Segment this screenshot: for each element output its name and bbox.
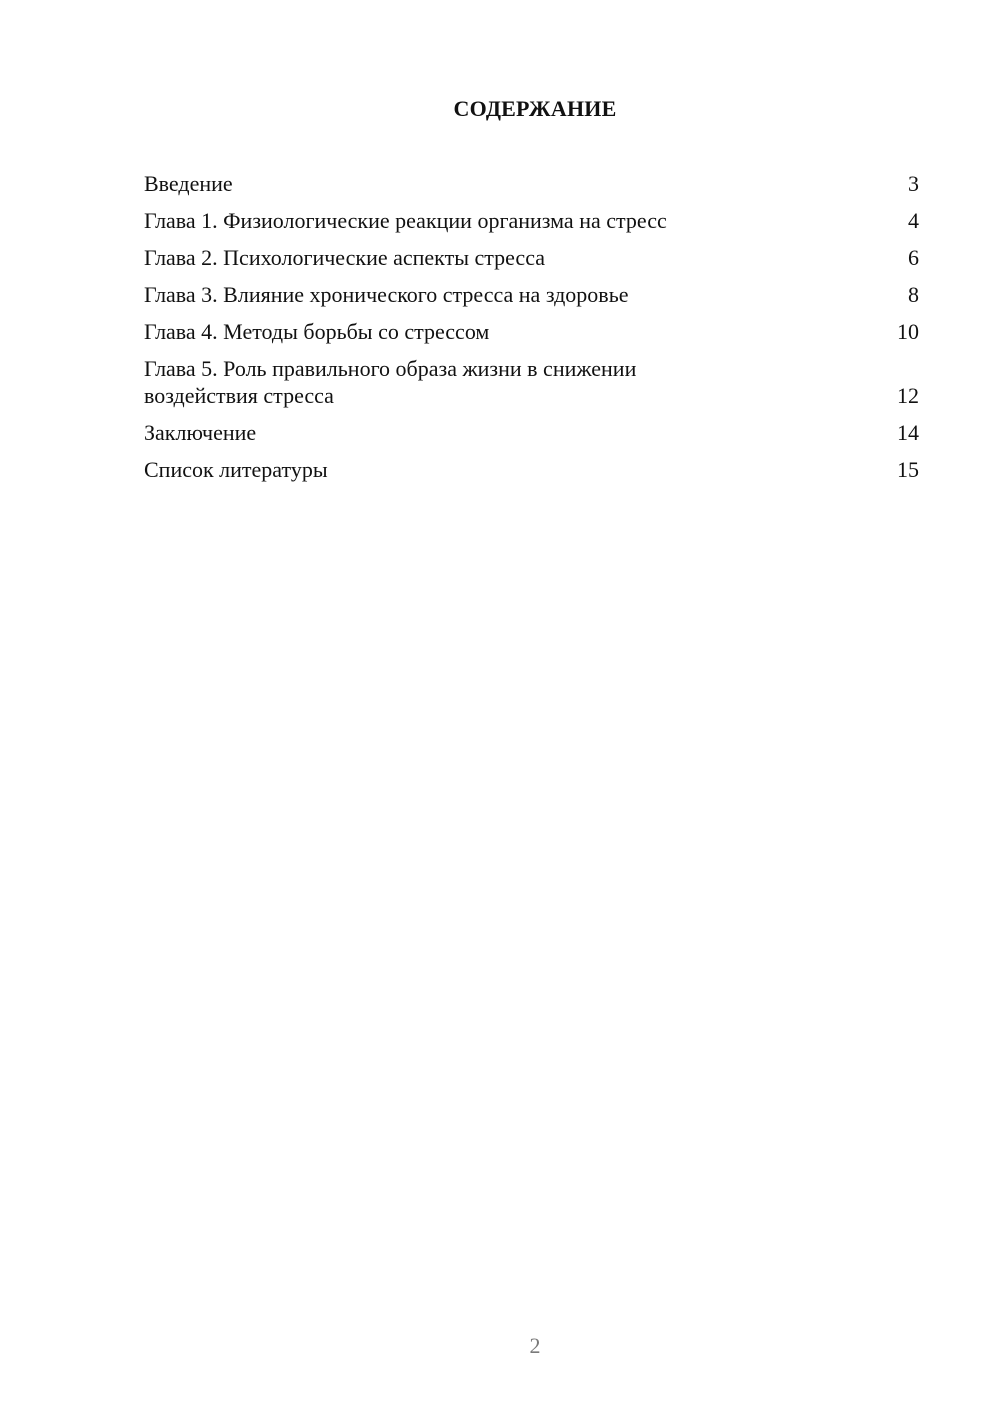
toc-entry-text: Глава 2. Психологические аспекты стресса bbox=[144, 245, 545, 270]
toc-entry[interactable] bbox=[144, 318, 919, 345]
toc-entry[interactable] bbox=[144, 207, 919, 234]
toc-entry-page: 4 bbox=[908, 208, 919, 233]
toc-entry-page: 6 bbox=[908, 245, 919, 270]
toc-entry-text: Список литературы bbox=[144, 457, 328, 482]
toc-entry[interactable] bbox=[144, 419, 919, 446]
toc-entry[interactable] bbox=[144, 456, 919, 483]
toc-entry-page: 8 bbox=[908, 282, 919, 307]
toc-entry-page: 12 bbox=[897, 383, 919, 408]
toc-entry[interactable] bbox=[144, 281, 919, 308]
page-number: 2 bbox=[529, 1333, 541, 1358]
toc-entry-page: 14 bbox=[897, 420, 919, 445]
toc-entry-text: Глава 5. Роль правильного образа жизни в снижении воздействия стресса bbox=[144, 356, 637, 408]
toc-entry-text: Заключение bbox=[144, 420, 257, 445]
page-title: СОДЕРЖАНИЕ bbox=[453, 96, 617, 121]
toc-entry[interactable] bbox=[144, 170, 919, 197]
toc-entry[interactable] bbox=[144, 244, 919, 271]
toc-entry-page: 10 bbox=[897, 319, 919, 344]
toc-entry-page: 3 bbox=[908, 171, 919, 196]
toc-entry-page: 15 bbox=[897, 457, 919, 482]
toc-entry-text: Глава 3. Влияние хронического стресса на здоровье bbox=[144, 282, 629, 307]
toc-entry[interactable] bbox=[144, 355, 919, 409]
toc-entry-text: Глава 1. Физиологические реакции организма на стресс bbox=[144, 208, 667, 233]
toc-entry-text: Глава 4. Методы борьбы со стрессом bbox=[144, 319, 490, 344]
toc-entry-text: Введение bbox=[144, 171, 233, 196]
table-of-contents bbox=[144, 170, 919, 493]
